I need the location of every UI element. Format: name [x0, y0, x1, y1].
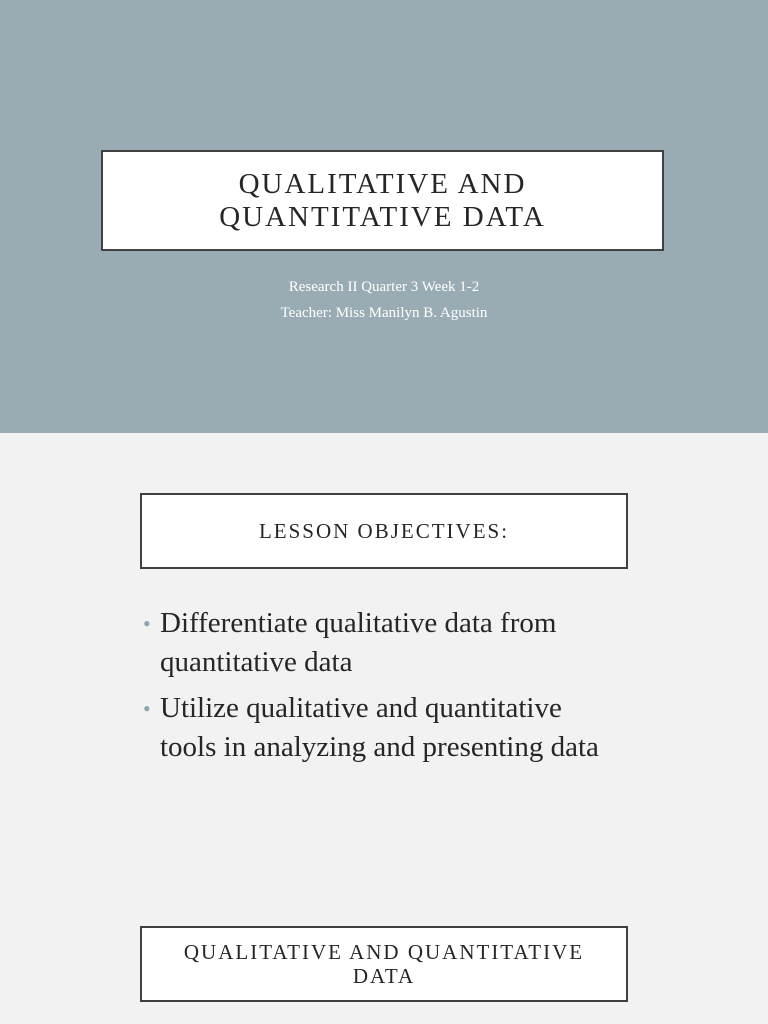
title-slide [0, 0, 768, 433]
objectives-list [143, 604, 623, 774]
bullet-icon: • [143, 611, 151, 636]
objective-text: Utilize qualitative and quantitative tools in analyzing and presenting data [160, 692, 599, 763]
bullet-icon: • [143, 696, 151, 721]
objectives-heading-box [140, 493, 628, 569]
objectives-heading: LESSON OBJECTIVES: [258, 518, 510, 543]
section-heading: QUALITATIVE AND QUANTITATIVE DATA [183, 940, 585, 988]
slide-title: QUALITATIVE AND QUANTITATIVE DATA [219, 167, 546, 233]
section-heading-box [140, 926, 628, 1002]
subtitle-teacher: Teacher: Miss Manilyn B. Agustin [280, 305, 488, 321]
list-item [143, 604, 623, 682]
subtitle-course: Research II Quarter 3 Week 1-2 [288, 279, 480, 295]
title-box [101, 150, 664, 251]
list-item [143, 689, 623, 767]
objective-text: Differentiate qualitative data from quantitative data [160, 607, 557, 678]
